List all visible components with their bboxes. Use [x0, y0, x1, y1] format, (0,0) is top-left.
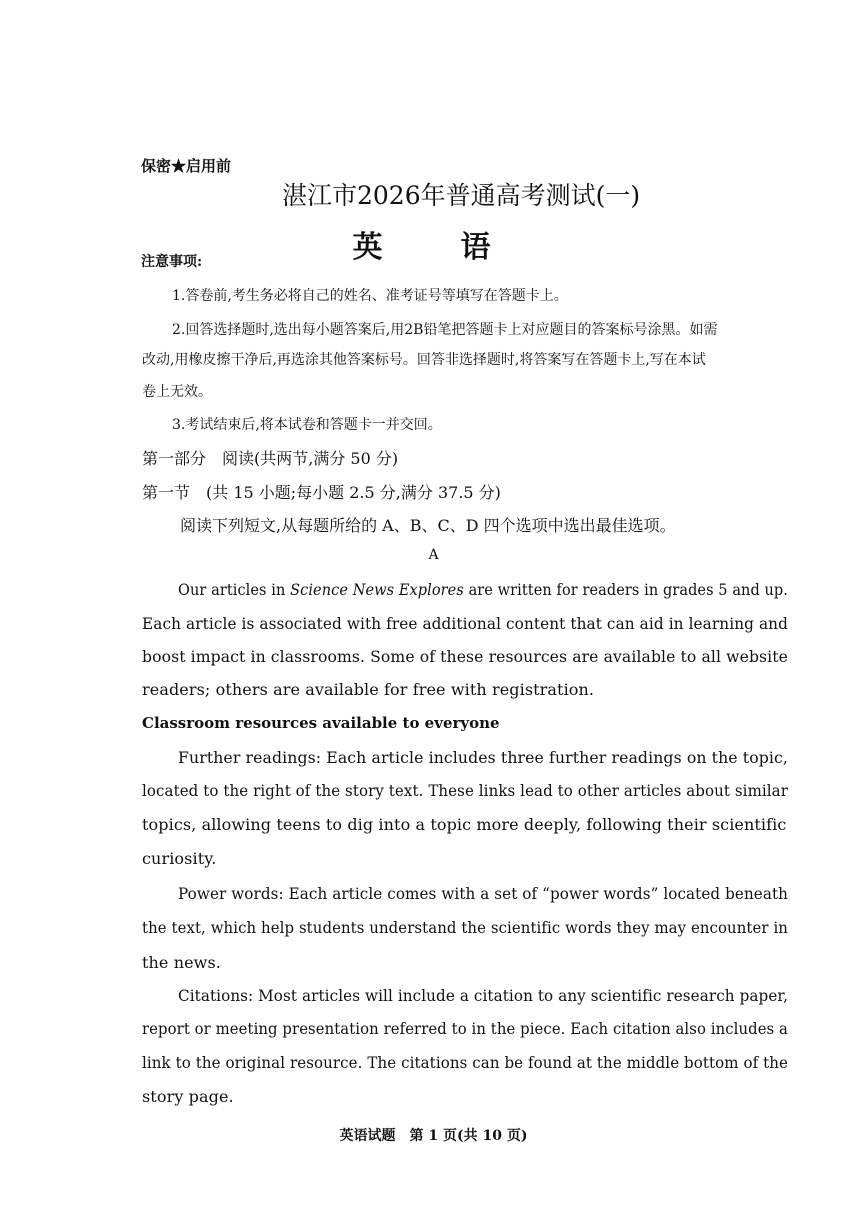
confidential-label: 保密★启用前: [141, 157, 232, 175]
page-footer: 英语试题 第 1 页(共 10 页): [339, 1128, 528, 1144]
passage-line: boost impact in classrooms. Some of these resources are available to all website: [142, 647, 788, 666]
passage-line: Citations: Most articles will include a citation to any scientific research paper,: [178, 986, 788, 1005]
passage-line: the text, which help students understand the scientific words they may encounter in: [142, 918, 788, 937]
intro-text: Our articles in: [178, 580, 291, 599]
note-line: 卷上无效。: [142, 384, 212, 400]
passage-line: topics, allowing teens to dig into a topic more deeply, following their scientific: [142, 815, 787, 834]
passage-line: located to the right of the story text. These links lead to other articles about similar: [142, 781, 788, 800]
passage-line: Further readings: Each article includes three further readings on the topic,: [178, 748, 788, 767]
exam-title: 湛江市2026年普通高考测试(一): [282, 181, 641, 210]
section-one-title: 第一节 (共 15 小题;每小题 2.5 分,满分 37.5 分): [142, 483, 501, 502]
passage-line: story page.: [142, 1087, 234, 1106]
intro-text: are written for readers in grades 5 and up.: [463, 580, 788, 599]
passage-line: Power words: Each article comes with a set of “power words” located beneath: [178, 884, 788, 903]
passage-line: readers; others are available for free with registration.: [142, 680, 595, 699]
section-instruction: 阅读下列短文,从每题所给的 A、B、C、D 四个选项中选出最佳选项。: [180, 516, 676, 535]
passage-label: A: [428, 547, 439, 563]
passage-line: the news.: [142, 953, 221, 972]
passage-line: report or meeting presentation referred to in the piece. Each citation also includes a: [142, 1019, 788, 1038]
notes-title: 注意事项:: [141, 254, 203, 270]
note-line: 2.回答选择题时,选出每小题答案后,用2B铅笔把答题卡上对应题目的答案标号涂黑。如需: [172, 322, 718, 338]
note-line: 3.考试结束后,将本试卷和答题卡一并交回。: [172, 417, 442, 433]
passage-intro: [178, 580, 788, 599]
part-one-title: 第一部分 阅读(共两节,满分 50 分): [142, 449, 399, 468]
passage-line: curiosity.: [142, 849, 217, 868]
note-line: 改动,用橡皮擦干净后,再选涂其他答案标号。回答非选择题时,将答案写在答题卡上,写在本试: [142, 352, 706, 368]
passage-subheading: Classroom resources available to everyone: [142, 714, 500, 732]
passage-line: Each article is associated with free additional content that can aid in learning and: [142, 614, 788, 633]
note-line: 1.答卷前,考生务必将自己的姓名、准考证号等填写在答题卡上。: [172, 288, 568, 304]
passage-line: link to the original resource. The citations can be found at the middle bottom of the: [142, 1053, 788, 1072]
publication-name: Science News Explores: [290, 580, 464, 599]
subject-title: 英 语: [352, 230, 515, 265]
